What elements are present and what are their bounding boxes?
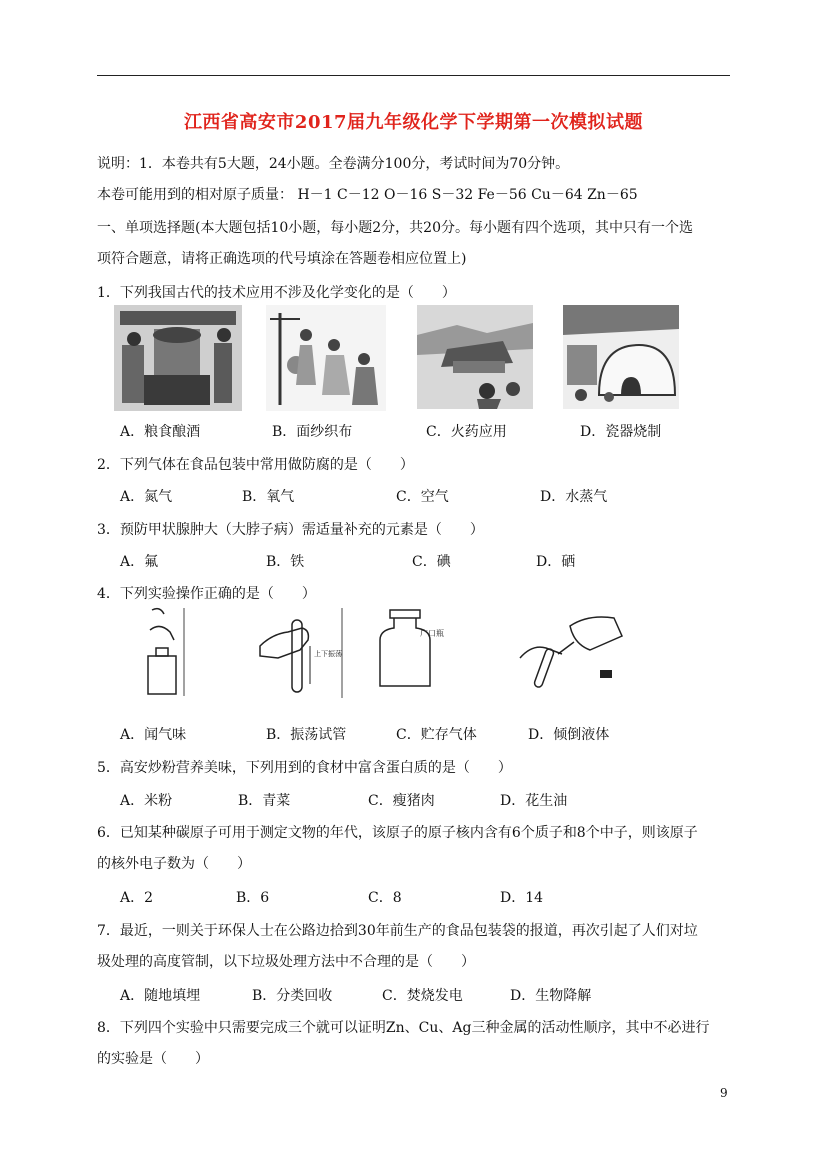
question-2-option-d: D．水蒸气 — [540, 489, 608, 505]
question-2-option-a: A．氮气 — [120, 489, 173, 505]
question-4-stem: 4．下列实验操作正确的是（ ） — [97, 586, 316, 602]
smell-gas-figure — [130, 606, 190, 698]
question-5-option-b: B．青菜 — [238, 793, 291, 809]
question-3-option-c: C．碘 — [412, 554, 451, 570]
question-4-option-b: B．振荡试管 — [266, 727, 347, 743]
porcelain-kiln-illustration — [563, 305, 679, 409]
question-2-option-b: B．氧气 — [242, 489, 295, 505]
gunpowder-illustration — [417, 305, 533, 409]
pour-liquid-figure — [518, 614, 630, 690]
question-5-stem: 5．高安炒粉营养美味，下列用到的食材中富含蛋白质的是（ ） — [97, 760, 512, 776]
question-7-option-b: B．分类回收 — [252, 988, 333, 1004]
question-1-option-d: D．瓷器烧制 — [580, 424, 662, 440]
question-6-option-b: B．6 — [236, 890, 270, 906]
question-6-stem: 6．已知某种碳原子可用于测定文物的年代，该原子的原子核内含有6个质子和8个中子，则该原子 — [97, 825, 698, 841]
question-2-stem: 2．下列气体在食品包装中常用做防腐的是（ ） — [97, 457, 414, 473]
question-7-stem-cont: 圾处理的高度管制，以下垃圾处理方法中不合理的是（ ） — [97, 954, 475, 970]
question-8-stem-cont: 的实验是（ ） — [97, 1051, 209, 1067]
question-1-option-a: A．粮食酿酒 — [120, 424, 201, 440]
question-5-option-c: C．瘦猪肉 — [368, 793, 435, 809]
shake-label: 上下振荡 — [314, 650, 342, 658]
question-4-option-d: D．倾倒液体 — [528, 727, 610, 743]
question-3-option-b: B．铁 — [266, 554, 305, 570]
question-6-option-a: A．2 — [120, 890, 154, 906]
question-6-stem-cont: 的核外电子数为（ ） — [97, 856, 251, 872]
question-7-stem: 7．最近，一则关于环保人士在公路边拾到30年前生产的食品包装袋的报道，再次引起了人们对垃 — [97, 923, 698, 939]
question-4-option-c: C．贮存气体 — [396, 727, 477, 743]
question-4-option-a: A．闻气味 — [120, 727, 187, 743]
question-6-option-d: D．14 — [500, 890, 544, 906]
wide-mouth-bottle-figure — [376, 606, 446, 692]
question-1-option-b: B．面纱织布 — [272, 424, 353, 440]
question-6-option-c: C．8 — [368, 890, 402, 906]
page-number: 9 — [720, 1086, 728, 1100]
section-heading: 一、单项选择题(本大题包括10小题，每小题2分，共20分。每小题有四个选项，其中只有一个选 — [97, 220, 693, 236]
header-rule — [97, 75, 730, 76]
question-8-stem: 8．下列四个实验中只需要完成三个就可以证明Zn、Cu、Ag三种金属的活动性顺序，其中不必进行 — [97, 1020, 710, 1036]
atomic-masses: 本卷可能用到的相对原子质量： H－1 C－12 O－16 S－32 Fe－56 Cu－64 Zn－65 — [97, 187, 638, 203]
question-3-stem: 3．预防甲状腺肿大（大脖子病）需适量补充的元素是（ ） — [97, 522, 484, 538]
bottle-label: 广口瓶 — [420, 629, 444, 638]
shake-test-tube-figure — [258, 606, 344, 698]
brewing-illustration — [114, 305, 242, 411]
page-title: 江西省高安市2017届九年级化学下学期第一次模拟试题 — [183, 112, 644, 133]
intro-note: 说明：1．本卷共有5大题，24小题。全卷满分100分，考试时间为70分钟。 — [97, 156, 570, 172]
question-7-option-c: C．焚烧发电 — [382, 988, 463, 1004]
section-heading-cont: 项符合题意，请将正确选项的代号填涂在答题卷相应位置上) — [97, 251, 467, 267]
question-7-option-a: A．随地填埋 — [120, 988, 201, 1004]
question-7-option-d: D．生物降解 — [510, 988, 592, 1004]
question-2-option-c: C．空气 — [396, 489, 449, 505]
question-1-stem: 1．下列我国古代的技术应用不涉及化学变化的是（ ） — [97, 285, 456, 301]
question-5-option-d: D．花生油 — [500, 793, 568, 809]
question-5-option-a: A．米粉 — [120, 793, 173, 809]
weaving-illustration — [266, 305, 386, 411]
question-3-option-d: D．硒 — [536, 554, 576, 570]
question-3-option-a: A．氟 — [120, 554, 159, 570]
question-1-option-c: C．火药应用 — [426, 424, 507, 440]
